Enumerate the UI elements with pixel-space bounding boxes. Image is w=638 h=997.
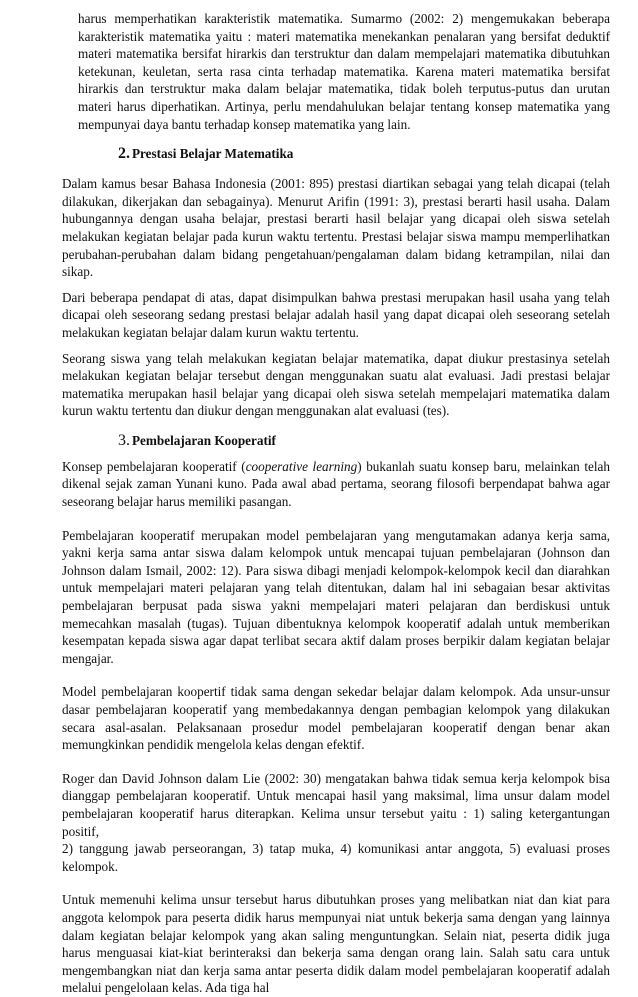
section-3-paragraph-1 [62,458,610,511]
section-2-paragraph-1: Dalam kamus besar Bahasa Indonesia (2001: 895) prestasi diartikan sebagai yang telah dicapai (telah dilakukan, dikerjakan dan sebagainya). Menurut Arifin (1991: 3), prestasi berarti hasil usaha. Dalam hubungannya dengan usaha belajar, prestasi berarti hasil belajar yang dicapai oleh siswa setelah melakukan kegiatan belajar pada kurun waktu tertentu. Prestasi belajar siswa mampu memperlihatkan perubahan-perubahan dalam bidang pengetahuan/pengalaman dalam bidang ketrampilan, nilai dan sikap. [62,176,610,280]
section-3-title: Pembelajaran Kooperatif [132,432,276,448]
section-3-paragraph-5: Untuk memenuhi kelima unsur tersebut harus dibutuhkan proses yang melibatkan niat dan kiat para anggota kelompok para peserta didik harus mempunyai niat untuk bekerja sama dengan yang lainnya dalam kegiatan belajar kelompok yang akan saling menguntungkan. Selain niat, peserta didik juga harus menguasai kiat-kiat berinteraksi dan bekerja sama dengan orang lain. Salah satu cara untuk mengembangkan niat dan kerja sama antar peserta didik dalam model pembelajaran kooperatif adalah melalui pengelolaan kelas. Ada tiga hal [62,892,610,996]
section-2-heading [62,145,610,163]
intro-paragraph: harus memperhatikan karakteristik matematika. Sumarmo (2002: 2) mengemukakan beberapa karakteristik matematika yaitu : materi matematika menekankan penalaran yang bersifat deduktif materi matematika bersifat hirarkis dan terstruktur dan dalam mempelajari matematika dibutuhkan ketekunan, keuletan, serta rasa cinta terhadap matematika. Karena materi matematika bersifat hirarkis dan terstruktur maka dalam belajar matematika, tidak boleh terputus-putus dan urutan materi harus diperhatikan. Artinya, perlu mendahulukan belajar tentang konsep matematika yang mempunyai daya bantu terhadap konsep matematika yang lain. [78,11,610,132]
section-3-heading [62,432,610,450]
p4-line-1: Roger dan David Johnson dalam Lie (2002: 30) mengatakan bahwa tidak semua kerja kelompok bisa dianggap pembelajaran kooperatif. Untuk mencapai hasil yang maksimal, lima unsur dalam model pembelajaran kooperatif harus diterapkan. Kelima unsur tersebut yaitu : 1) saling ketergantungan positif, [62,770,610,839]
section-2-paragraph-2: Dari beberapa pendapat di atas, dapat disimpulkan bahwa prestasi merupakan hasil usaha yang telah dicapai oleh seseorang sedang prestasi belajar adalah hasil yang dapat dicapai oleh seseorang setelah melakukan kegiatan belajar dalam kurun waktu tertentu. [62,289,610,340]
p1-before: Konsep pembelajaran kooperatif ( [62,458,246,474]
section-2-number: 2. [118,145,130,163]
section-3-paragraph-4 [62,770,610,876]
p4-line-2: 2) tanggung jawab perseorangan, 3) tatap muka, 4) komunikasi antar anggota, 5) evaluasi proses kelompok. [62,841,610,874]
section-2-title: Prestasi Belajar Matematika [132,146,294,162]
section-2-paragraph-3: Seorang siswa yang telah melakukan kegiatan belajar matematika, dapat diukur prestasinya setelah melakukan kegiatan belajar tersebut dengan menggunakan suatu alat evaluasi. Jadi prestasi belajar matematika merupakan hasil belajar yang dicapai oleh siswa setelah mempelajari matematika dalam kurun waktu tertentu dan diukur dengan menggunakan alat evaluasi (tes). [62,350,610,419]
p1-after: ) bukanlah suatu konsep baru, melainkan telah dikenal sejak zaman Yunani kuno. Pada awal abad pertama, seorang filosofi berpendapat bahwa agar seseorang belajar harus memiliki pasangan. [62,458,610,510]
section-3-paragraph-3: Model pembelajaran koopertif tidak sama dengan sekedar belajar dalam kelompok. Ada unsur-unsur dasar pembelajaran kooperatif yang membedakannya dengan pembagian kelompok yang dilakukan secara asal-asalan. Pelaksanaan prosedur model pembelajaran kooperatif dengan benar akan memungkinkan pendidik mengelola kelas dengan efektif. [62,684,610,753]
document-page [62,10,610,997]
section-3-paragraph-2: Pembelajaran kooperatif merupakan model pembelajaran yang mengutamakan adanya kerja sama, yakni kerja sama antar siswa dalam kelompok untuk mencapai tujuan pembelajaran (Johnson dan Johnson dalam Ismail, 2002: 12). Para siswa dibagi menjadi kelompok-kelompok kecil dan diarahkan untuk mempelajari materi pelajaran yang telah ditentukan, dalam hal ini sebagaian besar aktivitas pembelajaran berpusat pada siswa yakni mempelajari materi pelajaran dan berdiskusi untuk memecahkan masalah (tugas). Tujuan dibentuknya kelompok kooperatif adalah untuk memberikan kesempatan kepada siswa agar dapat terlibat secara aktif dalam proses berpikir dalam kegiatan belajar mengajar. [62,527,610,666]
p1-italic: cooperative learning [245,458,358,474]
section-3-number: 3. [118,431,130,449]
